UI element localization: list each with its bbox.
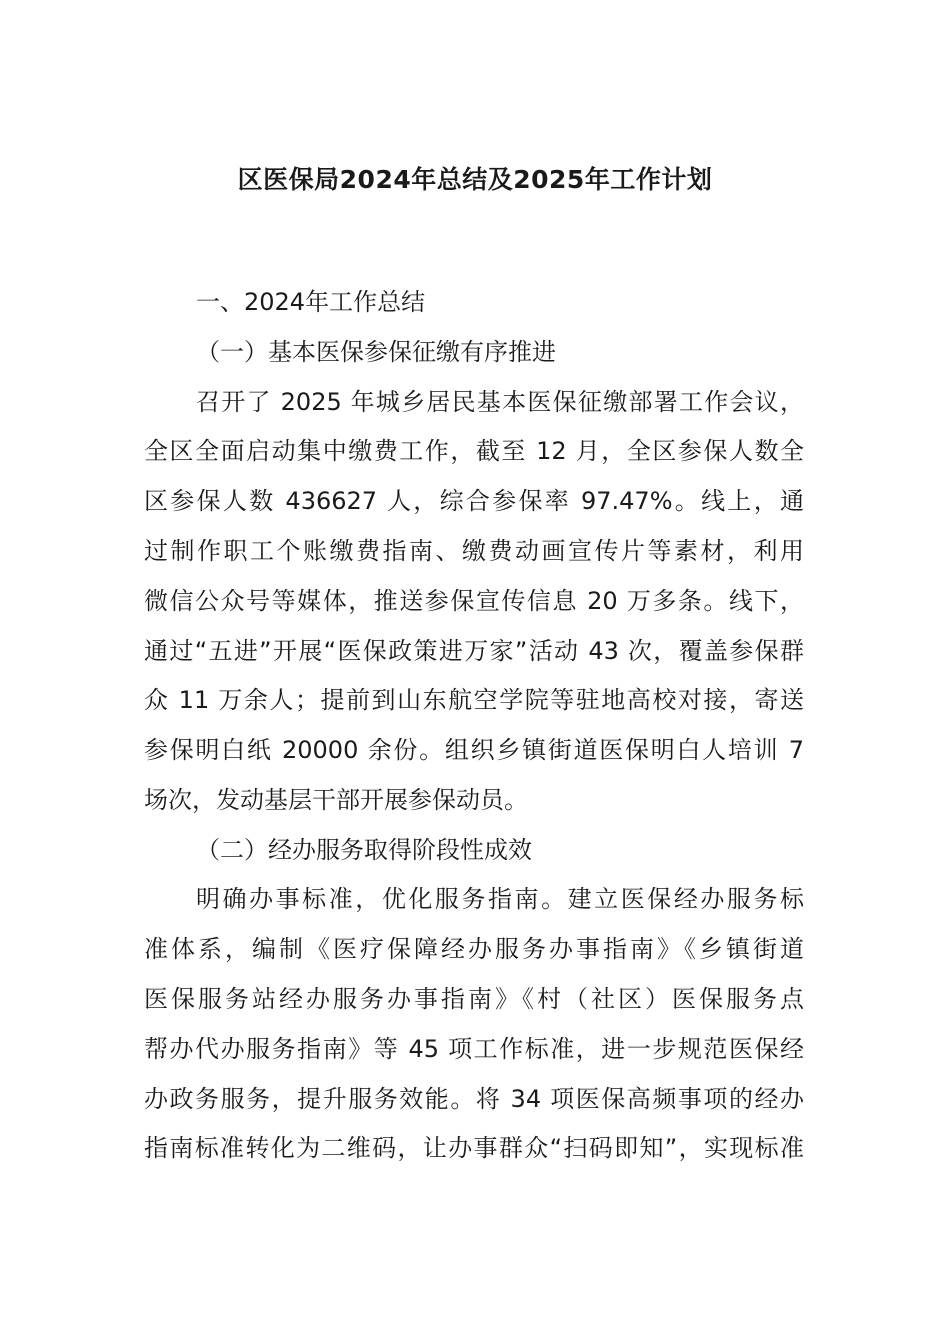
section-1-line: 召开了 2025 年城乡居民基本医保征缴部署工作会议，	[196, 388, 804, 416]
section-2-heading: （二）经办服务取得阶段性成效	[196, 836, 532, 864]
section-2-line: 明确办事标准，优化服务指南。建立医保经办服务标	[196, 885, 804, 913]
document-title: 区医保局2024年总结及2025年工作计划	[237, 165, 713, 194]
section-1-line: 众 11 万余人；提前到山东航空学院等驻地高校对接，寄送	[144, 686, 804, 714]
section-2-line: 帮办代办服务指南》等 45 项工作标准，进一步规范医保经	[144, 1035, 804, 1063]
section-2-line: 医保服务站经办服务办事指南》《村（社区）医保服务点	[144, 985, 804, 1013]
section-1-line: 过制作职工个账缴费指南、缴费动画宣传片等素材，利用	[144, 537, 804, 565]
section-1-line: 微信公众号等媒体，推送参保宣传信息 20 万多条。线下，	[144, 587, 804, 615]
section-1-line: 全区全面启动集中缴费工作，截至 12 月，全区参保人数全	[144, 437, 804, 465]
section-1-line: 通过“五进”开展“医保政策进万家”活动 43 次，覆盖参保群	[144, 637, 804, 665]
section-1-line: 区参保人数 436627 人，综合参保率 97.47%。线上，通	[144, 487, 804, 515]
section-2-line: 准体系，编制《医疗保障经办服务办事指南》《乡镇街道	[144, 935, 804, 963]
section-1-line: 参保明白纸 20000 余份。组织乡镇街道医保明白人培训 7	[144, 736, 804, 764]
section-2-line: 指南标准转化为二维码，让办事群众“扫码即知”，实现标准	[144, 1134, 804, 1162]
section-1-heading: （一）基本医保参保征缴有序推进	[196, 338, 556, 366]
section-2-line: 办政务服务，提升服务效能。将 34 项医保高频事项的经办	[144, 1085, 804, 1113]
section-1-line: 场次，发动基层干部开展参保动员。	[144, 786, 528, 814]
heading-level-1: 一、2024年工作总结	[196, 288, 426, 316]
